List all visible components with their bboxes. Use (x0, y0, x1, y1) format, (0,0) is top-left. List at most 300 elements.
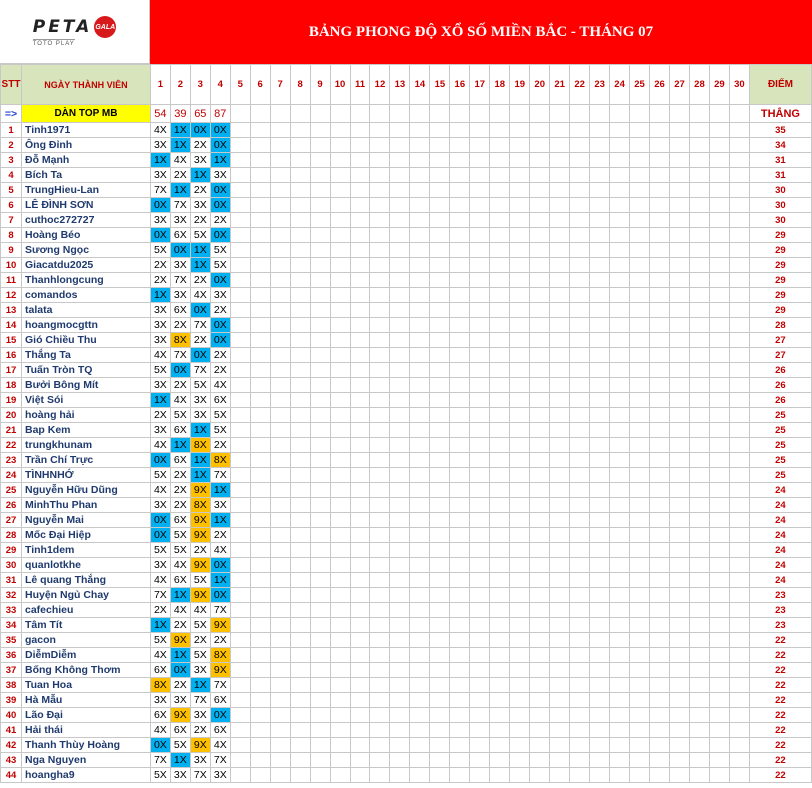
day-score-cell[interactable]: 3X (150, 333, 170, 348)
empty-cell[interactable] (250, 243, 270, 258)
empty-cell[interactable] (729, 738, 749, 753)
empty-cell[interactable] (330, 483, 350, 498)
empty-cell[interactable] (490, 318, 510, 333)
day-score-cell[interactable]: 4X (150, 483, 170, 498)
empty-cell[interactable] (610, 678, 630, 693)
empty-cell[interactable] (650, 105, 670, 123)
empty-cell[interactable] (330, 243, 350, 258)
empty-cell[interactable] (310, 258, 330, 273)
empty-cell[interactable] (729, 213, 749, 228)
empty-cell[interactable] (610, 138, 630, 153)
empty-cell[interactable] (430, 588, 450, 603)
empty-cell[interactable] (270, 708, 290, 723)
empty-cell[interactable] (310, 468, 330, 483)
empty-cell[interactable] (550, 408, 570, 423)
empty-cell[interactable] (570, 693, 590, 708)
empty-cell[interactable] (470, 228, 490, 243)
empty-cell[interactable] (490, 333, 510, 348)
empty-cell[interactable] (310, 663, 330, 678)
empty-cell[interactable] (590, 168, 610, 183)
empty-cell[interactable] (410, 753, 430, 768)
empty-cell[interactable] (430, 288, 450, 303)
empty-cell[interactable] (270, 678, 290, 693)
empty-cell[interactable] (630, 123, 650, 138)
day-score-cell[interactable]: 9X (190, 528, 210, 543)
empty-cell[interactable] (310, 213, 330, 228)
day-score-cell[interactable]: 5X (150, 768, 170, 783)
empty-cell[interactable] (270, 648, 290, 663)
day-score-cell[interactable]: 6X (170, 228, 190, 243)
day-score-cell[interactable]: 2X (170, 468, 190, 483)
empty-cell[interactable] (430, 453, 450, 468)
empty-cell[interactable] (650, 348, 670, 363)
empty-cell[interactable] (330, 408, 350, 423)
empty-cell[interactable] (230, 753, 250, 768)
empty-cell[interactable] (370, 408, 390, 423)
empty-cell[interactable] (470, 528, 490, 543)
empty-cell[interactable] (250, 633, 270, 648)
empty-cell[interactable] (530, 438, 550, 453)
empty-cell[interactable] (250, 438, 270, 453)
empty-cell[interactable] (410, 603, 430, 618)
empty-cell[interactable] (330, 258, 350, 273)
empty-cell[interactable] (310, 378, 330, 393)
empty-cell[interactable] (490, 168, 510, 183)
empty-cell[interactable] (570, 468, 590, 483)
empty-cell[interactable] (550, 588, 570, 603)
empty-cell[interactable] (709, 183, 729, 198)
empty-cell[interactable] (650, 393, 670, 408)
empty-cell[interactable] (630, 573, 650, 588)
empty-cell[interactable] (490, 513, 510, 528)
member-name[interactable]: trungkhunam (21, 438, 150, 453)
day-score-cell[interactable]: 3X (210, 288, 230, 303)
empty-cell[interactable] (530, 663, 550, 678)
empty-cell[interactable] (450, 738, 470, 753)
day-score-cell[interactable]: 1X (190, 678, 210, 693)
empty-cell[interactable] (650, 243, 670, 258)
empty-cell[interactable] (630, 153, 650, 168)
empty-cell[interactable] (450, 648, 470, 663)
day-score-cell[interactable]: 7X (210, 603, 230, 618)
empty-cell[interactable] (230, 318, 250, 333)
empty-cell[interactable] (610, 543, 630, 558)
empty-cell[interactable] (370, 138, 390, 153)
day-score-cell[interactable]: 3X (150, 558, 170, 573)
empty-cell[interactable] (270, 573, 290, 588)
empty-cell[interactable] (729, 408, 749, 423)
empty-cell[interactable] (310, 105, 330, 123)
empty-cell[interactable] (670, 408, 690, 423)
empty-cell[interactable] (310, 633, 330, 648)
day-score-cell[interactable]: 6X (210, 693, 230, 708)
day-score-cell[interactable]: 2X (210, 303, 230, 318)
empty-cell[interactable] (610, 438, 630, 453)
day-score-cell[interactable]: 2X (210, 213, 230, 228)
empty-cell[interactable] (630, 243, 650, 258)
empty-cell[interactable] (709, 498, 729, 513)
empty-cell[interactable] (729, 153, 749, 168)
empty-cell[interactable] (590, 543, 610, 558)
empty-cell[interactable] (729, 363, 749, 378)
empty-cell[interactable] (390, 288, 410, 303)
empty-cell[interactable] (450, 258, 470, 273)
member-name[interactable]: Sương Ngọc (21, 243, 150, 258)
empty-cell[interactable] (230, 528, 250, 543)
empty-cell[interactable] (410, 693, 430, 708)
empty-cell[interactable] (729, 648, 749, 663)
empty-cell[interactable] (709, 333, 729, 348)
empty-cell[interactable] (590, 738, 610, 753)
empty-cell[interactable] (250, 153, 270, 168)
empty-cell[interactable] (630, 453, 650, 468)
empty-cell[interactable] (709, 768, 729, 783)
empty-cell[interactable] (390, 738, 410, 753)
day-score-cell[interactable]: 1X (170, 753, 190, 768)
empty-cell[interactable] (650, 303, 670, 318)
empty-cell[interactable] (450, 528, 470, 543)
day-score-cell[interactable]: 2X (190, 333, 210, 348)
empty-cell[interactable] (510, 618, 530, 633)
empty-cell[interactable] (650, 543, 670, 558)
empty-cell[interactable] (689, 408, 709, 423)
empty-cell[interactable] (370, 258, 390, 273)
empty-cell[interactable] (390, 438, 410, 453)
empty-cell[interactable] (630, 708, 650, 723)
day-score-cell[interactable]: 1X (170, 183, 190, 198)
empty-cell[interactable] (450, 213, 470, 228)
empty-cell[interactable] (450, 588, 470, 603)
empty-cell[interactable] (590, 288, 610, 303)
empty-cell[interactable] (630, 318, 650, 333)
empty-cell[interactable] (330, 423, 350, 438)
empty-cell[interactable] (570, 498, 590, 513)
empty-cell[interactable] (530, 408, 550, 423)
member-name[interactable]: Lão Đại (21, 708, 150, 723)
empty-cell[interactable] (470, 558, 490, 573)
empty-cell[interactable] (290, 498, 310, 513)
empty-cell[interactable] (430, 693, 450, 708)
empty-cell[interactable] (530, 738, 550, 753)
empty-cell[interactable] (670, 378, 690, 393)
empty-cell[interactable] (350, 348, 370, 363)
empty-cell[interactable] (470, 768, 490, 783)
empty-cell[interactable] (390, 768, 410, 783)
empty-cell[interactable] (689, 423, 709, 438)
empty-cell[interactable] (370, 348, 390, 363)
empty-cell[interactable] (570, 513, 590, 528)
empty-cell[interactable] (350, 468, 370, 483)
empty-cell[interactable] (350, 543, 370, 558)
empty-cell[interactable] (390, 318, 410, 333)
empty-cell[interactable] (310, 528, 330, 543)
empty-cell[interactable] (630, 678, 650, 693)
day-score-cell[interactable]: 7X (210, 753, 230, 768)
empty-cell[interactable] (650, 363, 670, 378)
empty-cell[interactable] (530, 468, 550, 483)
empty-cell[interactable] (250, 393, 270, 408)
empty-cell[interactable] (670, 498, 690, 513)
empty-cell[interactable] (670, 213, 690, 228)
empty-cell[interactable] (670, 393, 690, 408)
empty-cell[interactable] (230, 513, 250, 528)
empty-cell[interactable] (650, 558, 670, 573)
empty-cell[interactable] (410, 708, 430, 723)
empty-cell[interactable] (670, 123, 690, 138)
empty-cell[interactable] (410, 768, 430, 783)
empty-cell[interactable] (670, 528, 690, 543)
empty-cell[interactable] (689, 663, 709, 678)
empty-cell[interactable] (290, 318, 310, 333)
empty-cell[interactable] (670, 198, 690, 213)
empty-cell[interactable] (450, 243, 470, 258)
empty-cell[interactable] (370, 228, 390, 243)
empty-cell[interactable] (270, 378, 290, 393)
empty-cell[interactable] (689, 573, 709, 588)
empty-cell[interactable] (230, 303, 250, 318)
day-score-cell[interactable]: 6X (210, 393, 230, 408)
empty-cell[interactable] (290, 198, 310, 213)
empty-cell[interactable] (550, 105, 570, 123)
member-name[interactable]: Hoàng Béo (21, 228, 150, 243)
empty-cell[interactable] (350, 768, 370, 783)
empty-cell[interactable] (390, 183, 410, 198)
empty-cell[interactable] (689, 528, 709, 543)
empty-cell[interactable] (350, 105, 370, 123)
empty-cell[interactable] (410, 678, 430, 693)
empty-cell[interactable] (709, 363, 729, 378)
empty-cell[interactable] (510, 213, 530, 228)
empty-cell[interactable] (590, 468, 610, 483)
member-name[interactable]: gacon (21, 633, 150, 648)
empty-cell[interactable] (709, 588, 729, 603)
empty-cell[interactable] (350, 708, 370, 723)
empty-cell[interactable] (510, 438, 530, 453)
day-score-cell[interactable]: 2X (190, 543, 210, 558)
empty-cell[interactable] (650, 738, 670, 753)
empty-cell[interactable] (450, 138, 470, 153)
empty-cell[interactable] (570, 243, 590, 258)
empty-cell[interactable] (670, 243, 690, 258)
empty-cell[interactable] (630, 273, 650, 288)
empty-cell[interactable] (290, 768, 310, 783)
day-score-cell[interactable]: 3X (150, 318, 170, 333)
empty-cell[interactable] (390, 558, 410, 573)
empty-cell[interactable] (270, 513, 290, 528)
empty-cell[interactable] (270, 558, 290, 573)
empty-cell[interactable] (570, 558, 590, 573)
empty-cell[interactable] (590, 105, 610, 123)
empty-cell[interactable] (709, 393, 729, 408)
empty-cell[interactable] (370, 303, 390, 318)
empty-cell[interactable] (250, 273, 270, 288)
day-score-cell[interactable]: 2X (210, 633, 230, 648)
day-score-cell[interactable]: 6X (150, 663, 170, 678)
empty-cell[interactable] (530, 318, 550, 333)
empty-cell[interactable] (270, 633, 290, 648)
empty-cell[interactable] (470, 423, 490, 438)
empty-cell[interactable] (390, 153, 410, 168)
day-score-cell[interactable]: 2X (190, 213, 210, 228)
day-score-cell[interactable]: 2X (150, 273, 170, 288)
empty-cell[interactable] (510, 228, 530, 243)
empty-cell[interactable] (470, 123, 490, 138)
empty-cell[interactable] (709, 573, 729, 588)
empty-cell[interactable] (530, 588, 550, 603)
empty-cell[interactable] (370, 543, 390, 558)
empty-cell[interactable] (270, 468, 290, 483)
empty-cell[interactable] (430, 258, 450, 273)
empty-cell[interactable] (550, 258, 570, 273)
empty-cell[interactable] (590, 498, 610, 513)
day-score-cell[interactable]: 2X (150, 408, 170, 423)
day-score-cell[interactable]: 5X (190, 648, 210, 663)
empty-cell[interactable] (610, 243, 630, 258)
empty-cell[interactable] (530, 273, 550, 288)
empty-cell[interactable] (570, 423, 590, 438)
empty-cell[interactable] (330, 138, 350, 153)
empty-cell[interactable] (470, 348, 490, 363)
empty-cell[interactable] (709, 693, 729, 708)
empty-cell[interactable] (650, 753, 670, 768)
empty-cell[interactable] (510, 258, 530, 273)
empty-cell[interactable] (490, 678, 510, 693)
empty-cell[interactable] (709, 378, 729, 393)
empty-cell[interactable] (470, 378, 490, 393)
empty-cell[interactable] (370, 453, 390, 468)
empty-cell[interactable] (310, 573, 330, 588)
day-score-cell[interactable]: 2X (210, 438, 230, 453)
empty-cell[interactable] (550, 273, 570, 288)
empty-cell[interactable] (430, 423, 450, 438)
empty-cell[interactable] (490, 273, 510, 288)
empty-cell[interactable] (570, 168, 590, 183)
empty-cell[interactable] (290, 333, 310, 348)
empty-cell[interactable] (650, 693, 670, 708)
day-score-cell[interactable]: 4X (150, 438, 170, 453)
empty-cell[interactable] (330, 693, 350, 708)
empty-cell[interactable] (709, 723, 729, 738)
member-name[interactable]: Nguyễn Mai (21, 513, 150, 528)
empty-cell[interactable] (450, 105, 470, 123)
empty-cell[interactable] (510, 333, 530, 348)
empty-cell[interactable] (530, 753, 550, 768)
empty-cell[interactable] (689, 393, 709, 408)
day-score-cell[interactable]: 9X (190, 738, 210, 753)
empty-cell[interactable] (270, 198, 290, 213)
empty-cell[interactable] (490, 228, 510, 243)
empty-cell[interactable] (290, 288, 310, 303)
empty-cell[interactable] (310, 168, 330, 183)
empty-cell[interactable] (450, 543, 470, 558)
empty-cell[interactable] (709, 543, 729, 558)
empty-cell[interactable] (610, 408, 630, 423)
empty-cell[interactable] (530, 423, 550, 438)
empty-cell[interactable] (530, 213, 550, 228)
empty-cell[interactable] (330, 708, 350, 723)
day-score-cell[interactable]: 1X (190, 453, 210, 468)
empty-cell[interactable] (390, 723, 410, 738)
empty-cell[interactable] (630, 423, 650, 438)
empty-cell[interactable] (650, 468, 670, 483)
empty-cell[interactable] (250, 378, 270, 393)
empty-cell[interactable] (530, 258, 550, 273)
empty-cell[interactable] (510, 738, 530, 753)
empty-cell[interactable] (270, 288, 290, 303)
empty-cell[interactable] (550, 123, 570, 138)
empty-cell[interactable] (610, 228, 630, 243)
empty-cell[interactable] (570, 258, 590, 273)
empty-cell[interactable] (610, 168, 630, 183)
empty-cell[interactable] (370, 738, 390, 753)
empty-cell[interactable] (650, 633, 670, 648)
empty-cell[interactable] (290, 693, 310, 708)
empty-cell[interactable] (670, 303, 690, 318)
empty-cell[interactable] (510, 393, 530, 408)
empty-cell[interactable] (530, 138, 550, 153)
day-score-cell[interactable]: 1X (190, 258, 210, 273)
empty-cell[interactable] (590, 483, 610, 498)
day-score-cell[interactable]: 2X (170, 318, 190, 333)
empty-cell[interactable] (729, 468, 749, 483)
empty-cell[interactable] (630, 138, 650, 153)
day-score-cell[interactable]: 5X (210, 408, 230, 423)
empty-cell[interactable] (430, 408, 450, 423)
empty-cell[interactable] (470, 363, 490, 378)
empty-cell[interactable] (310, 153, 330, 168)
empty-cell[interactable] (530, 393, 550, 408)
empty-cell[interactable] (490, 378, 510, 393)
empty-cell[interactable] (630, 303, 650, 318)
empty-cell[interactable] (530, 558, 550, 573)
empty-cell[interactable] (510, 423, 530, 438)
empty-cell[interactable] (630, 633, 650, 648)
empty-cell[interactable] (729, 183, 749, 198)
empty-cell[interactable] (470, 483, 490, 498)
empty-cell[interactable] (430, 393, 450, 408)
empty-cell[interactable] (729, 678, 749, 693)
member-name[interactable]: Bap Kem (21, 423, 150, 438)
empty-cell[interactable] (430, 558, 450, 573)
empty-cell[interactable] (670, 348, 690, 363)
empty-cell[interactable] (290, 363, 310, 378)
empty-cell[interactable] (470, 573, 490, 588)
empty-cell[interactable] (330, 753, 350, 768)
empty-cell[interactable] (570, 213, 590, 228)
empty-cell[interactable] (370, 288, 390, 303)
day-score-cell[interactable]: 0X (190, 348, 210, 363)
empty-cell[interactable] (590, 633, 610, 648)
empty-cell[interactable] (290, 423, 310, 438)
empty-cell[interactable] (689, 558, 709, 573)
empty-cell[interactable] (310, 318, 330, 333)
empty-cell[interactable] (709, 528, 729, 543)
day-score-cell[interactable]: 1X (170, 588, 190, 603)
empty-cell[interactable] (430, 363, 450, 378)
empty-cell[interactable] (570, 348, 590, 363)
empty-cell[interactable] (510, 768, 530, 783)
empty-cell[interactable] (470, 753, 490, 768)
empty-cell[interactable] (390, 123, 410, 138)
empty-cell[interactable] (610, 723, 630, 738)
empty-cell[interactable] (510, 558, 530, 573)
empty-cell[interactable] (270, 273, 290, 288)
empty-cell[interactable] (290, 348, 310, 363)
empty-cell[interactable] (470, 498, 490, 513)
empty-cell[interactable] (729, 378, 749, 393)
day-score-cell[interactable]: 3X (150, 693, 170, 708)
empty-cell[interactable] (350, 318, 370, 333)
